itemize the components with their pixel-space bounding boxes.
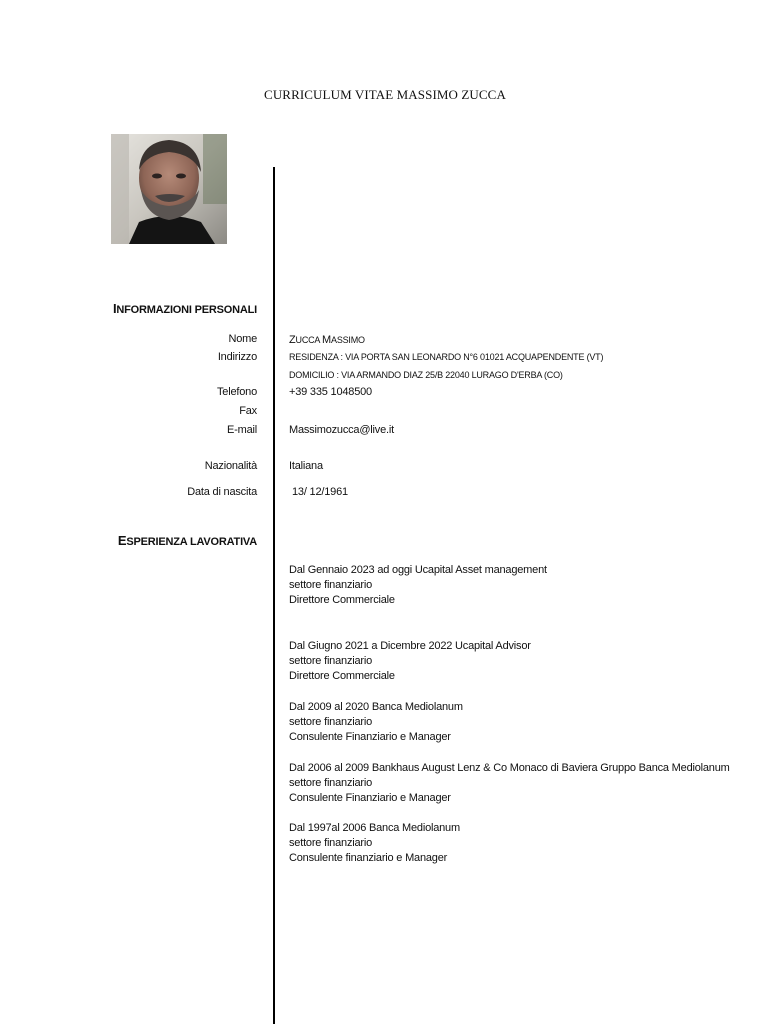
birth-value: 13/ 12/1961 — [292, 486, 348, 498]
job-entry — [289, 700, 463, 745]
job-sector: settore finanziario — [289, 716, 373, 728]
nationality-label: Nazionalità — [204, 460, 257, 472]
fax-label: Fax — [239, 405, 257, 417]
address-label: Indirizzo — [217, 351, 257, 363]
birth-label: Data di nascita — [187, 486, 257, 498]
job-period: Dal 2006 al 2009 Bankhaus August Lenz & Co Monaco di Baviera Gruppo Banca Mediolanum — [289, 762, 730, 774]
name-label: Nome — [228, 333, 257, 345]
portrait-photo-icon — [111, 134, 227, 244]
job-role: Consulente Finanziario e Manager — [289, 731, 451, 743]
job-sector: settore finanziario — [289, 837, 373, 849]
job-sector: settore finanziario — [289, 579, 373, 591]
job-entry — [289, 639, 531, 684]
email-value: Massimozucca@live.it — [289, 424, 394, 436]
address-residenza: RESIDENZA : VIA PORTA SAN LEONARDO N°6 01021 ACQUAPENDENTE (VT) — [289, 352, 604, 362]
job-entry — [289, 821, 460, 866]
job-role: Consulente Finanziario e Manager — [289, 792, 451, 804]
column-divider — [273, 167, 275, 1024]
profile-photo — [111, 134, 227, 244]
address-domicilio: DOMICILIO : VIA ARMANDO DIAZ 25/B 22040 LURAGO D'ERBA (CO) — [289, 370, 563, 380]
job-role: Direttore Commerciale — [289, 670, 395, 682]
document-title: CURRICULUM VITAE MASSIMO ZUCCA — [264, 87, 506, 102]
section-heading-experience: ESPERIENZA LAVORATIVA — [117, 533, 257, 548]
phone-value: +39 335 1048500 — [289, 386, 372, 398]
job-sector: settore finanziario — [289, 777, 373, 789]
job-period: Dal 1997al 2006 Banca Mediolanum — [289, 822, 460, 834]
job-period: Dal Gennaio 2023 ad oggi Ucapital Asset management — [289, 564, 547, 576]
job-role: Consulente finanziario e Manager — [289, 852, 448, 864]
job-sector: settore finanziario — [289, 655, 373, 667]
email-label: E-mail — [227, 424, 257, 436]
section-heading-personal: INFORMAZIONI PERSONALI — [112, 301, 257, 316]
job-period: Dal 2009 al 2020 Banca Mediolanum — [289, 701, 463, 713]
job-entry — [289, 761, 730, 806]
job-role: Direttore Commerciale — [289, 594, 395, 606]
job-entry — [289, 563, 547, 608]
nationality-value: Italiana — [289, 460, 323, 472]
job-period: Dal Giugno 2021 a Dicembre 2022 Ucapital Advisor — [289, 640, 531, 652]
name-value: ZUCCA MASSIMO — [289, 334, 365, 346]
phone-label: Telefono — [217, 386, 257, 398]
